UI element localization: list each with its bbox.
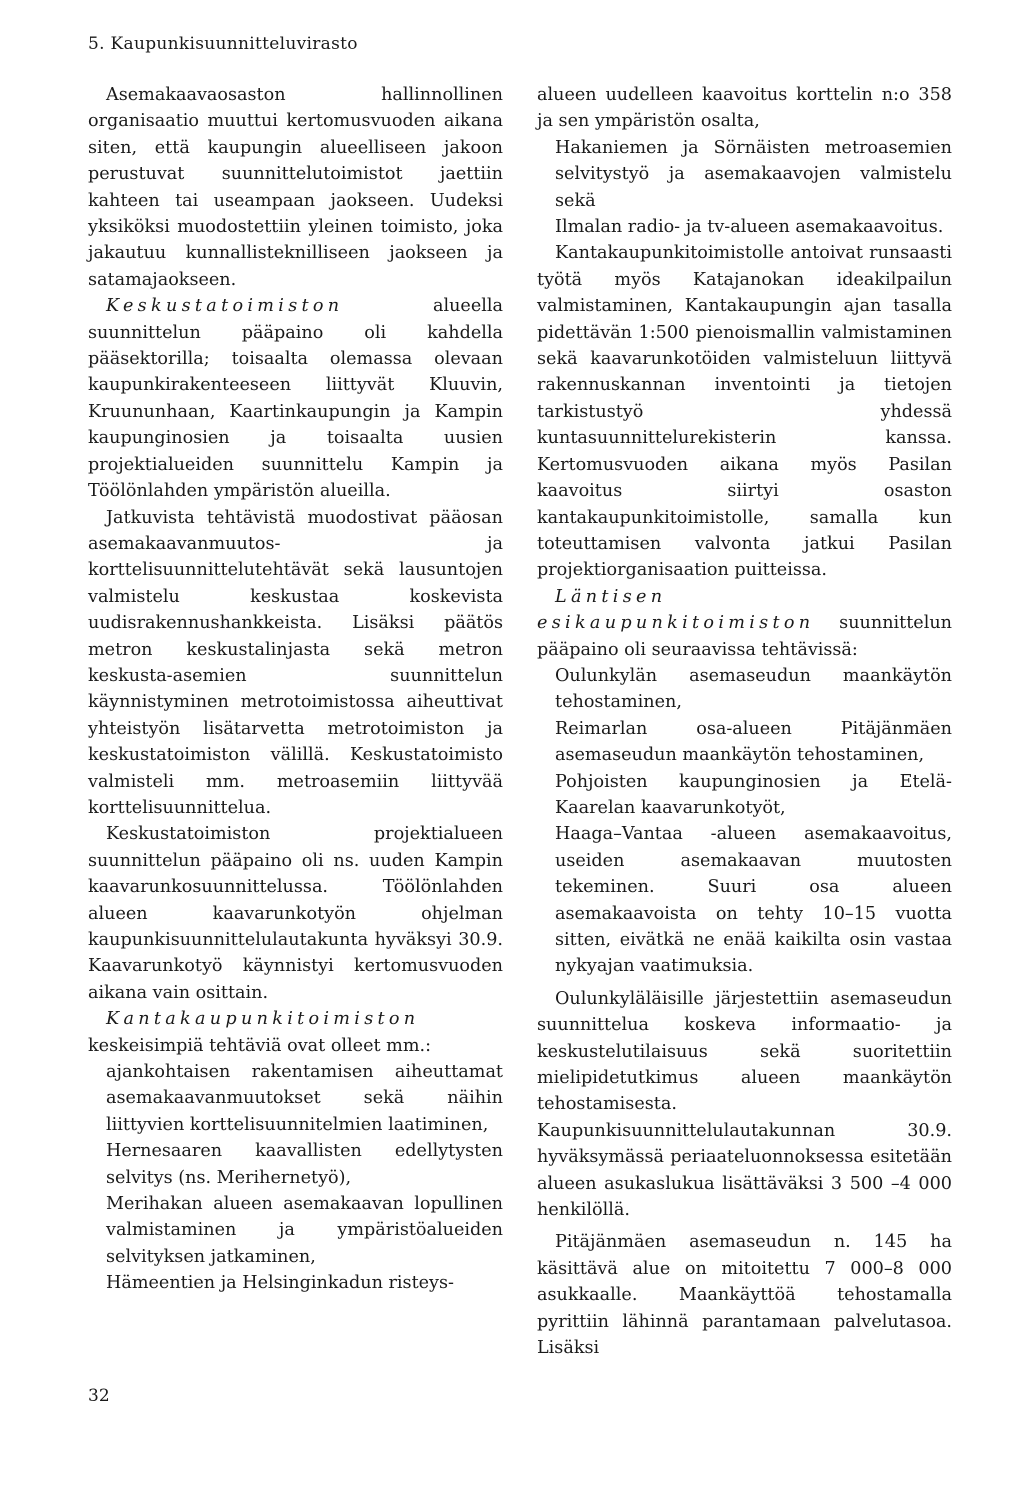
list-item: Ilmalan radio- ja tv-alueen asemakaavoitus. xyxy=(555,217,944,238)
list-item: Reimarlan osa-alueen Pitäjänmäen asemaseudun maankäytön tehostaminen, xyxy=(555,718,952,766)
paragraph: Jatkuvista tehtävistä muodostivat pääosan asemakaavanmuutos- ja korttelisuunnittelutehtävät sekä lausuntojen valmistelu keskustaa koskevista uudisrakennushankkeista. Lisäksi päätös metron keskustalinjasta sekä metron keskusta-asemien suunnittelun käynnistyminen metrotoimistossa aiheuttivat yhteistyön lisätarvetta metrotoimiston ja keskustatoimiston välillä. Keskustatoimisto valmisteli mm. metroasemiin liittyvää korttelisuunnittelua. xyxy=(88,507,503,818)
paragraph xyxy=(537,584,952,663)
section-lead: Keskustatoimiston xyxy=(106,296,344,317)
paragraph xyxy=(88,293,503,504)
paragraph: Oulunkyläläisille järjestettiin asemaseudun suunnittelua koskeva informaatio- ja keskustelutilaisuus sekä suoritettiin mielipidetutkimus alueen maankäytön tehostamisesta. Kaupunkisuunnittelulautakunnan 30.9. hyväksymässä periaateluonnoksessa esitetään alueen asukaslukua lisättäväksi 3 500 –4 000 henkilöllä. xyxy=(537,988,952,1221)
paragraph: Pitäjänmäen asemaseudun n. 145 ha käsittävä alue on mitoitettu 7 000–8 000 asukkaalle. Maankäyttöä tehostamalla pyrittiin lähinnä parantamaan palvelutasoa. Lisäksi xyxy=(537,1232,952,1359)
paragraph-text: alueella suunnittelun pääpaino oli kahdella pääsektorilla; toisaalta olemassa olevaan kaupunkirakenteeseen liittyvät Kluuvin, Kruununhaan, Kaartinkaupungin ja Kampin kaupunginosien ja toisaalta uusien projektialueiden suunnittelu Kampin ja Töölönlahden ympäristön alueilla. xyxy=(88,296,503,502)
section-lead: Läntisen esikaupunkitoimiston xyxy=(537,586,815,634)
list-item: Hernesaaren kaavallisten edellytysten selvitys (ns. Merihernetyö), xyxy=(106,1141,503,1188)
paragraph xyxy=(88,1006,503,1059)
page-number: 32 xyxy=(88,1386,110,1406)
right-column xyxy=(537,82,952,1362)
paragraph-text: suunnittelun pääpaino oli seuraavissa tehtävissä: xyxy=(537,613,952,660)
list-item: Oulunkylän asemaseudun maankäytön tehostaminen, xyxy=(555,665,952,713)
list-item: alueen uudelleen kaavoitus korttelin n:o 358 ja sen ympäristön osalta, xyxy=(537,85,952,132)
list-item: Merihakan alueen asemakaavan lopullinen valmistaminen ja ympäristöalueiden selvityksen jatkaminen, xyxy=(106,1194,503,1267)
list-item: Haaga–Vantaa -alueen asemakaavoitus, useiden asemakaavan muutosten tekeminen. Suuri osa alueen asemakaavoista on tehty 10–15 vuotta sitten, eivätkä ne enää kaikilta osin vastaa nykyajan vaatimuksia. xyxy=(555,824,952,977)
paragraph-text: keskeisimpiä tehtäviä ovat olleet mm.: xyxy=(88,1035,432,1056)
list-item: Pohjoisten kaupunginosien ja Etelä-Kaarelan kaavarunkotyöt, xyxy=(555,771,952,818)
running-header: 5. Kaupunkisuunnitteluvirasto xyxy=(88,34,358,54)
list-item: Hämeentien ja Helsinginkadun risteys- xyxy=(106,1273,454,1294)
left-column xyxy=(88,82,503,1297)
paragraph: Keskustatoimiston projektialueen suunnittelun pääpaino oli ns. uuden Kampin kaavarunkosuunnittelussa. Töölönlahden alueen kaavarunkotyön ohjelman kaupunkisuunnittelulautakunta hyväksyi 30.9. Kaavarunkotyö käynnistyi kertomusvuoden aikana vain osittain. xyxy=(88,824,503,1003)
section-lead: Kantakaupunkitoimiston xyxy=(106,1009,420,1030)
list-item: ajankohtaisen rakentamisen aiheuttamat asemakaavanmuutokset sekä näihin liittyvien korttelisuunnitelmien laatiminen, xyxy=(106,1062,503,1135)
list-item: Hakaniemen ja Sörnäisten metroasemien selvitystyö ja asemakaavojen valmistelu sekä xyxy=(555,137,952,211)
paragraph: Asemakaavaosaston hallinnollinen organisaatio muuttui kertomusvuoden aikana siten, että kaupungin alueelliseen jakoon perustuvat suunnittelutoimistot jaettiin kahteen tai useampaan jaokseen. Uudeksi yksiköksi muodostettiin yleinen toimisto, joka jakautuu kunnallisteknilliseen jaokseen ja satamajaokseen. xyxy=(88,85,503,290)
paragraph: Kantakaupunkitoimistolle antoivat runsaasti työtä myös Katajanokan ideakilpailun valmistaminen, Kantakaupungin ajan tasalla pidettävän 1:500 pienoismallin valmistaminen sekä kaavarunkotöiden valmisteluun liittyvä rakennuskannan inventointi ja tietojen tarkistustyö yhdessä kuntasuunnittelurekisterin kanssa. Kertomusvuoden aikana myös Pasilan kaavoitus siirtyi osaston kantakaupunkitoimistolle, samalla kun toteuttamisen valvonta jatkui Pasilan projektiorganisaation puitteissa. xyxy=(537,243,952,581)
